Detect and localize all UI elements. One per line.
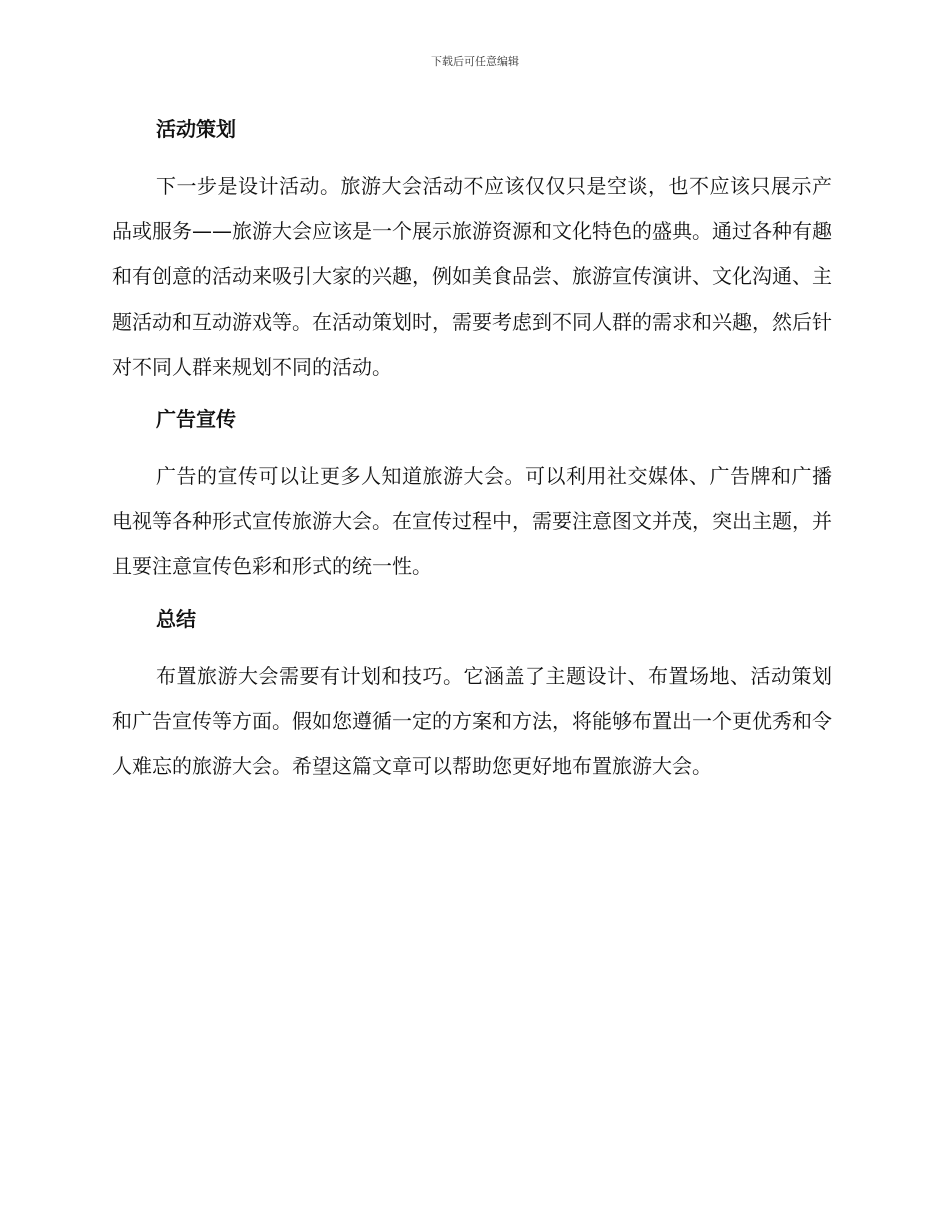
section-paragraph-advertising: 广告的宣传可以让更多人知道旅游大会。可以利用社交媒体、广告牌和广播电视等各种形式宣传旅游大会。在宣传过程中，需要注意图文并茂，突出主题，并且要注意宣传色彩和形式的统一性。 <box>112 464 832 579</box>
section-title-activity-planning: 活动策划 <box>156 117 236 141</box>
document-body <box>112 112 832 789</box>
section-paragraph-activity-planning: 下一步是设计活动。旅游大会活动不应该仅仅只是空谈，也不应该只展示产品或服务——旅游大会应该是一个展示旅游资源和文化特色的盛典。通过各种有趣和有创意的活动来吸引大家的兴趣，例如美食品尝、旅游宣传演讲、文化沟通、主题活动和互动游戏等。在活动策划时，需要考虑到不同人群的需求和兴趣，然后针对不同人群来规划不同的活动。 <box>112 174 832 379</box>
section-paragraph-summary: 布置旅游大会需要有计划和技巧。它涵盖了主题设计、布置场地、活动策划和广告宣传等方面。假如您遵循一定的方案和方法，将能够布置出一个更优秀和令人难忘的旅游大会。希望这篇文章可以帮助您更好地布置旅游大会。 <box>112 663 832 779</box>
page-header: 下载后可任意编辑 <box>431 55 519 68</box>
section-title-advertising: 广告宣传 <box>156 407 236 432</box>
section-title-summary: 总结 <box>156 606 196 631</box>
